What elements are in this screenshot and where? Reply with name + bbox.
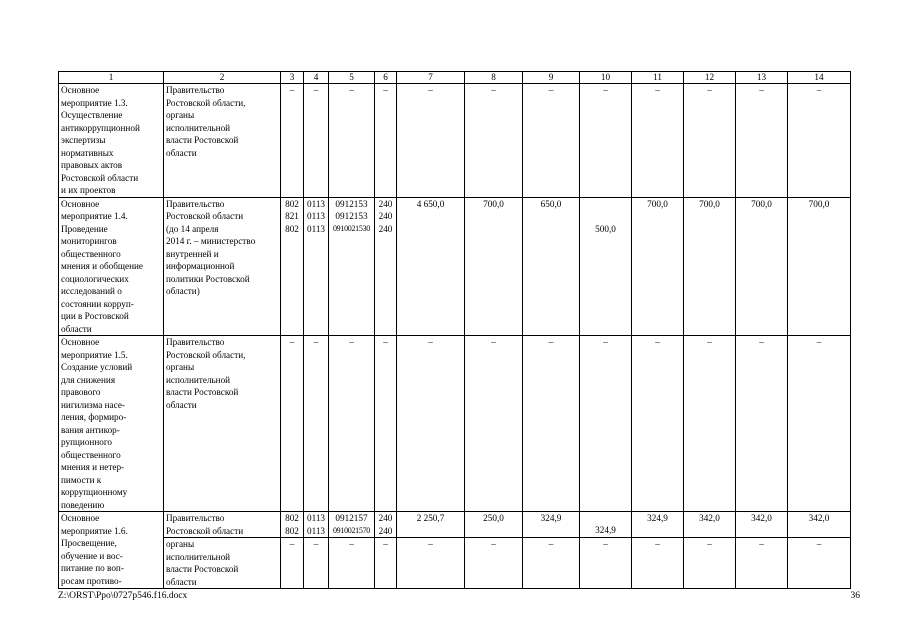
cell-line: и их проектов <box>61 185 116 195</box>
year-cell <box>738 512 785 525</box>
cell-line: Проведение <box>61 223 108 234</box>
col-header: 2 <box>164 72 281 84</box>
cell-line: 240 <box>378 198 393 209</box>
col-header: 11 <box>632 72 684 84</box>
cell-line: области <box>166 147 197 158</box>
rzpr-cell <box>306 336 326 349</box>
cell-line: 700,0 <box>699 198 720 209</box>
cell-line: власти Ростовской <box>166 387 239 397</box>
executor-cell <box>164 336 281 512</box>
year-cell <box>582 336 629 349</box>
cell-line: 0912157 <box>335 513 368 523</box>
cell-line: – <box>759 337 764 347</box>
cell-line: 700,0 <box>647 198 668 209</box>
cell-line: 802 <box>285 198 299 209</box>
year-cell: – <box>465 538 523 589</box>
year-cell <box>738 198 785 211</box>
year-cell: – <box>788 538 851 589</box>
cell-line: 802 <box>285 525 299 536</box>
cell-line: для снижения <box>61 374 116 385</box>
cell-line: – <box>548 337 554 347</box>
cell-line: мониторингов <box>61 236 117 246</box>
measure-name-cell <box>59 336 164 512</box>
cell-line: Осуществление <box>61 110 123 120</box>
year-cell <box>525 512 577 525</box>
cell-line: политики Ростовской <box>166 273 250 284</box>
cell-line: нормативных <box>61 147 114 158</box>
cell-line: мнения и обобщение <box>61 261 143 271</box>
table-row <box>59 84 851 198</box>
cell-line: общественного <box>61 449 121 460</box>
cell-line: правовых актов <box>61 160 123 170</box>
col-header: 4 <box>304 72 329 84</box>
cell-line: исследований о <box>61 286 122 296</box>
vr-cell <box>377 198 394 236</box>
cell-line: 700,0 <box>751 198 772 209</box>
cell-line: 324,9 <box>540 513 562 523</box>
year-cell <box>467 512 520 525</box>
col-header: 12 <box>684 72 736 84</box>
cell-line: внутренней и <box>166 248 219 259</box>
cell-line: – <box>603 337 608 347</box>
executor-cell <box>164 538 281 589</box>
year-cell: – <box>684 538 736 589</box>
total-cell <box>399 198 462 211</box>
cell-line: исполнительной <box>166 551 231 562</box>
table-row <box>59 538 851 589</box>
cell-line: Создание условий <box>61 362 133 372</box>
executor-cell <box>164 197 281 336</box>
csr-cell <box>331 84 372 97</box>
col-header: 3 <box>281 72 304 84</box>
cell-line: 324,9 <box>647 513 668 523</box>
csr-cell <box>331 198 372 236</box>
cell-line: Основное <box>61 337 100 347</box>
cell-line: – <box>349 85 354 95</box>
cell-line: 342,0 <box>808 513 830 523</box>
cell-line: области <box>166 576 197 587</box>
year-cell <box>686 198 733 211</box>
cell-line: власти Ростовской <box>166 135 239 145</box>
cell-line: социологических <box>61 273 129 284</box>
total-cell <box>399 336 462 349</box>
cell-line: 240 <box>378 211 393 221</box>
grbs-cell <box>283 336 301 349</box>
cell-line: 802 <box>285 513 299 523</box>
cell-line: поведению <box>61 499 105 510</box>
cell-line: антикоррупционной <box>61 122 140 133</box>
cell-line: – <box>383 337 388 347</box>
cell-line: мероприятие 1.3. <box>61 97 128 108</box>
cell-line: 650,0 <box>540 198 562 209</box>
cell-line: Просвещение, <box>61 538 117 548</box>
cell-line: области <box>166 399 197 410</box>
cell-line: коррупционному <box>61 487 128 497</box>
csr-cell <box>331 512 372 537</box>
cell-line: ции в Ростовской <box>61 311 129 321</box>
year-cell <box>634 512 681 525</box>
cell-line: 342,0 <box>751 513 772 523</box>
year-cell <box>525 84 577 97</box>
year-cell <box>738 336 785 349</box>
cell-line: 250,0 <box>483 513 504 523</box>
cell-line: 821 <box>285 211 299 221</box>
rzpr-cell <box>306 198 326 236</box>
cell-line: 342,0 <box>699 513 720 523</box>
cell-line: общественного <box>61 248 121 259</box>
cell-line: – <box>349 337 354 347</box>
year-cell: – <box>580 538 632 589</box>
cell-line: – <box>428 85 433 95</box>
cell-line: (до 14 апреля <box>166 223 219 234</box>
year-cell <box>634 84 681 97</box>
header-row <box>59 72 851 84</box>
year-cell: – <box>736 538 788 589</box>
year-cell <box>686 84 733 97</box>
file-path: Z:\ORST\Ppo\0727p546.f16.docx <box>58 591 188 601</box>
year-cell <box>790 512 848 525</box>
cell-line: – <box>491 337 496 347</box>
cell-line: области) <box>166 286 200 296</box>
cell-line: 0910021570 <box>332 525 370 535</box>
measure-name-cell <box>59 197 164 336</box>
cell-line: – <box>289 337 295 347</box>
cell-line: 700,0 <box>483 198 504 209</box>
year-cell <box>686 336 733 349</box>
cell-line: Правительство <box>166 85 225 95</box>
data-table <box>58 71 851 589</box>
year-cell <box>790 198 848 211</box>
year-cell: – <box>523 538 580 589</box>
cell-line: пимости к <box>61 474 102 485</box>
cell-line: – <box>491 85 496 95</box>
cell-line: мероприятие 1.5. <box>61 349 128 360</box>
cell-line: экспертизы <box>61 135 106 145</box>
measure-name-cell <box>59 512 164 589</box>
year-cell <box>582 84 629 97</box>
cell-line: мнения и нетер- <box>61 462 125 472</box>
cell-line: – <box>816 337 822 347</box>
cell-line: 0910021530 <box>332 223 370 233</box>
executor-cell <box>164 512 281 538</box>
cell-line: 0113 <box>306 211 326 221</box>
cell-line: Ростовской области, <box>166 97 246 108</box>
cell-line: – <box>655 85 660 95</box>
cell-line: Ростовской области <box>61 172 139 183</box>
cell-line: Правительство <box>166 198 225 209</box>
col-header: 9 <box>523 72 580 84</box>
vr-cell <box>377 336 394 349</box>
cell-line: – <box>383 85 388 95</box>
cell-line: 4 650,0 <box>416 198 445 209</box>
cell-line: 240 <box>378 223 393 234</box>
page-number: 36 <box>850 591 860 601</box>
cell-line: 500,0 <box>595 223 616 234</box>
cell-line: правового <box>61 387 101 397</box>
col-header: 14 <box>788 72 851 84</box>
table-row <box>59 512 851 538</box>
rzpr-cell <box>306 512 326 537</box>
cell-line: 0113 <box>306 525 326 536</box>
rzpr-cell: – <box>304 538 329 589</box>
cell-line: Ростовской области <box>166 525 244 536</box>
cell-line: – <box>548 85 554 95</box>
year-cell <box>467 198 520 211</box>
cell-line: власти Ростовской <box>166 564 239 574</box>
cell-line: рупционного <box>61 437 112 447</box>
cell-line: – <box>289 85 295 95</box>
col-header: 1 <box>59 72 164 84</box>
year-cell <box>467 84 520 97</box>
cell-line: органы <box>166 110 195 120</box>
total-cell: – <box>397 538 465 589</box>
col-header: 8 <box>465 72 523 84</box>
cell-line: росам противо- <box>61 575 122 586</box>
year-cell <box>634 336 681 349</box>
cell-line: ления, формиро- <box>61 412 127 422</box>
total-cell <box>399 512 462 525</box>
year-cell <box>467 336 520 349</box>
cell-line: информационной <box>166 261 235 271</box>
cell-line: 2 250,7 <box>416 513 445 523</box>
year-cell: – <box>632 538 684 589</box>
cell-line: вания антикор- <box>61 424 120 435</box>
cell-line: исполнительной <box>166 374 231 385</box>
cell-line: 700,0 <box>808 198 830 209</box>
cell-line: области <box>61 323 92 334</box>
csr-cell <box>331 336 372 349</box>
cell-line: Правительство <box>166 513 225 523</box>
cell-line: – <box>707 85 712 95</box>
cell-line: 2014 г. – министерство <box>166 236 256 246</box>
csr-cell: – <box>329 538 375 589</box>
year-cell <box>738 84 785 97</box>
col-header: 6 <box>375 72 397 84</box>
rzpr-cell <box>306 84 326 97</box>
cell-line: – <box>759 85 764 95</box>
grbs-cell <box>283 84 301 97</box>
cell-line: Правительство <box>166 337 225 347</box>
cell-line: мероприятие 1.4. <box>61 211 128 221</box>
cell-line: Основное <box>61 513 100 523</box>
cell-line: Основное <box>61 85 100 95</box>
col-header: 10 <box>580 72 632 84</box>
grbs-cell <box>283 512 301 537</box>
col-header: 13 <box>736 72 788 84</box>
cell-line: 324,9 <box>595 525 616 535</box>
cell-line: 802 <box>285 223 299 234</box>
cell-line: 0912153 <box>335 211 368 221</box>
table-row <box>59 197 851 336</box>
year-cell <box>790 336 848 349</box>
cell-line: питание по воп- <box>61 563 124 573</box>
cell-line: обучение и вос- <box>61 550 123 561</box>
year-cell <box>582 223 629 236</box>
grbs-cell <box>283 198 301 236</box>
cell-line: Основное <box>61 198 100 209</box>
cell-line: – <box>603 85 608 95</box>
cell-line: Ростовской области <box>166 211 244 221</box>
cell-line: – <box>707 337 712 347</box>
executor-cell <box>164 84 281 198</box>
cell-line: Ростовской области, <box>166 349 246 360</box>
cell-line: мероприятие 1.6. <box>61 525 128 536</box>
year-cell <box>790 84 848 97</box>
total-cell <box>399 84 462 97</box>
cell-line: 0912153 <box>335 198 368 209</box>
year-cell <box>525 336 577 349</box>
year-cell <box>582 524 629 537</box>
vr-cell <box>377 84 394 97</box>
table-row <box>59 336 851 512</box>
year-cell <box>634 198 681 211</box>
cell-line: состоянии корруп- <box>61 298 134 309</box>
year-cell <box>525 198 577 211</box>
vr-cell: – <box>375 538 397 589</box>
col-header: 7 <box>397 72 465 84</box>
cell-line: – <box>428 337 433 347</box>
col-header: 5 <box>329 72 375 84</box>
vr-cell <box>377 512 394 537</box>
cell-line: – <box>313 337 319 347</box>
cell-line: 0113 <box>306 198 326 209</box>
cell-line: нигилизма насе- <box>61 399 125 410</box>
cell-line: – <box>655 337 660 347</box>
cell-line: 240 <box>378 513 393 523</box>
cell-line: органы <box>166 539 195 549</box>
cell-line: 0113 <box>306 513 326 523</box>
cell-line: – <box>313 85 319 95</box>
grbs-cell: – <box>281 538 304 589</box>
year-cell <box>686 512 733 525</box>
cell-line: 240 <box>378 525 393 536</box>
cell-line: 0113 <box>306 223 326 234</box>
cell-line: органы <box>166 362 195 372</box>
cell-line: исполнительной <box>166 122 231 133</box>
cell-line: – <box>816 85 822 95</box>
measure-name-cell <box>59 84 164 198</box>
